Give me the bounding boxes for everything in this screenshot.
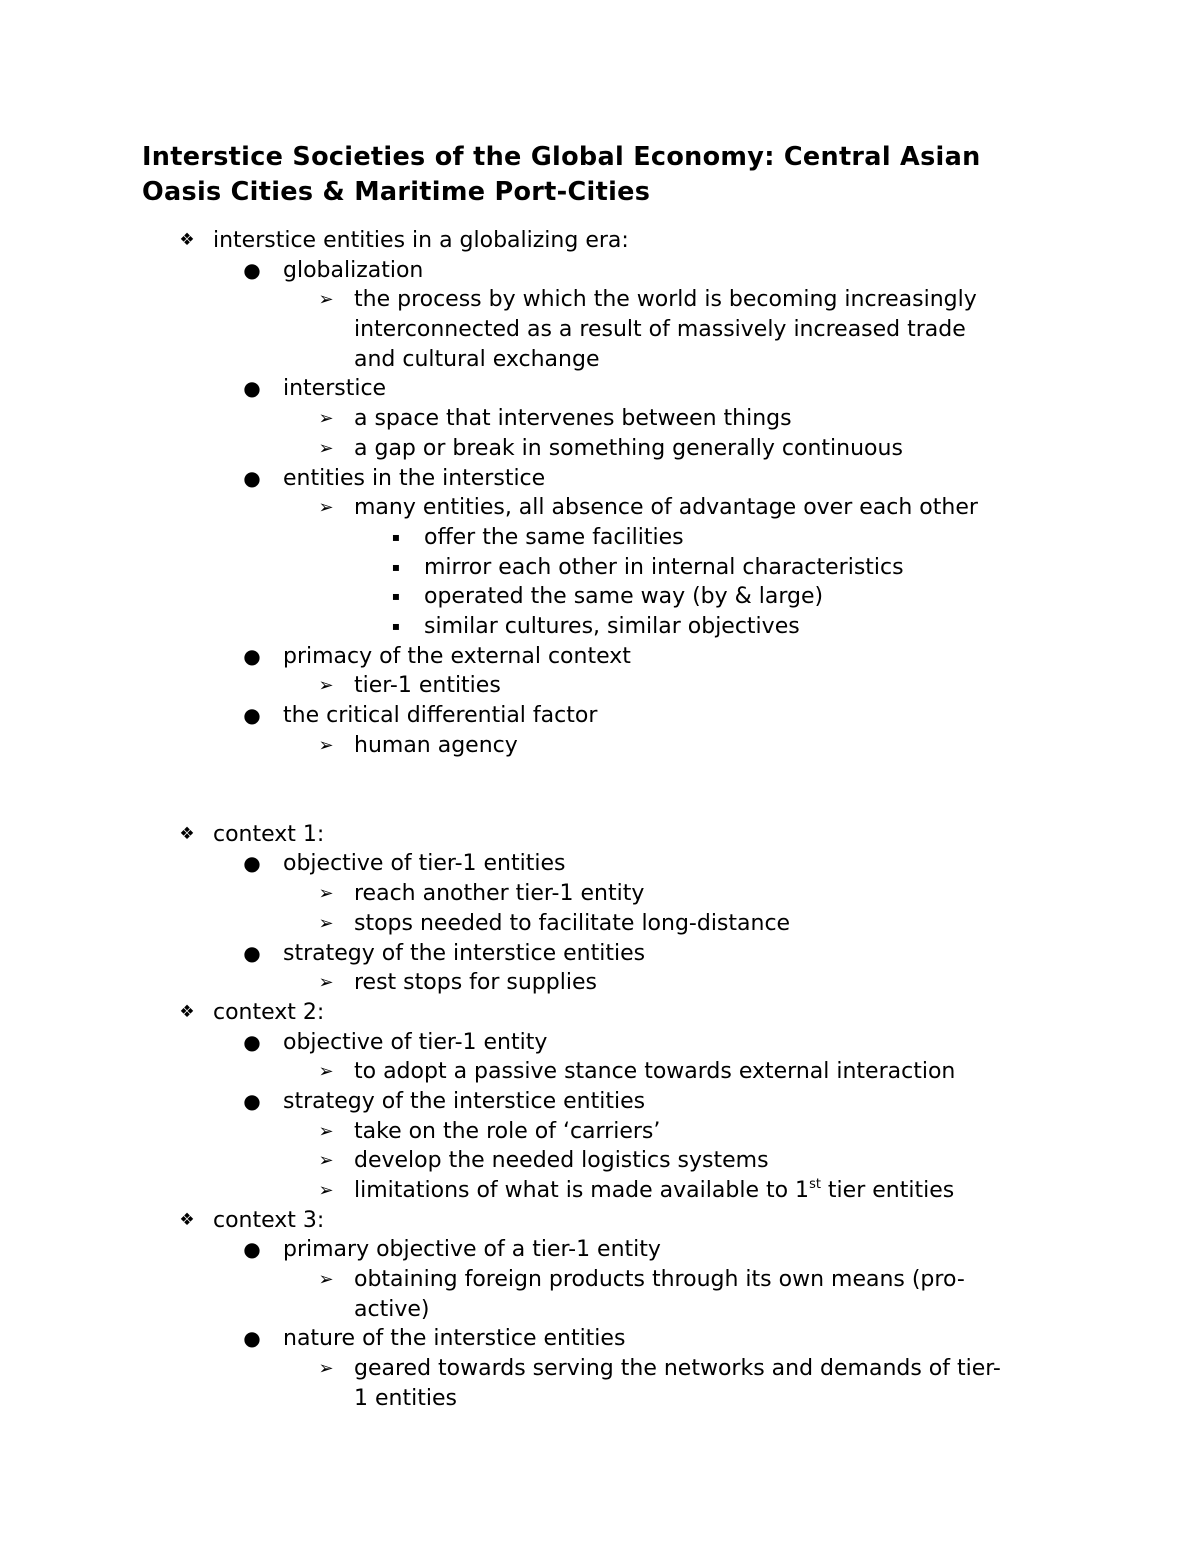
list-item-c2-objective (0, 1028, 1200, 1058)
list-item-entities-sub-4 (0, 612, 1200, 642)
list-item-critical-factor (0, 701, 1200, 731)
list-item-text: geared towards serving the networks and demands of tier- (354, 1356, 1001, 1382)
arrow-bullet-icon: ➢ (318, 675, 334, 697)
square-bullet-icon: ▪ (391, 618, 401, 633)
round-bullet-icon: ● (243, 703, 261, 727)
list-item-c2-strategy-point-3 (0, 1176, 1200, 1206)
list-item-entities-sub-2 (0, 553, 1200, 583)
list-item-label: strategy of the interstice entities (283, 1088, 646, 1114)
arrow-bullet-icon: ➢ (318, 1269, 334, 1291)
list-item-c2-strategy-point-2 (0, 1146, 1200, 1176)
arrow-bullet-icon: ➢ (318, 912, 334, 934)
list-item-entities-point (0, 493, 1200, 523)
round-bullet-icon: ● (243, 1088, 261, 1113)
list-item-continuation (0, 1384, 1200, 1414)
arrow-bullet-icon: ➢ (318, 1358, 334, 1380)
list-item-text: tier-1 entities (354, 673, 501, 699)
list-item-text: operated the same way (by & large) (424, 584, 824, 610)
list-item-c3-objective-point-1 (0, 1265, 1200, 1295)
list-item-c2-strategy-point-1 (0, 1117, 1200, 1147)
list-item-c3-nature (0, 1324, 1200, 1354)
list-item-c1-objective-point-2 (0, 909, 1200, 939)
round-bullet-icon: ● (243, 1029, 261, 1054)
diamond-bullet-icon: ❖ (179, 823, 195, 844)
arrow-bullet-icon: ➢ (318, 408, 334, 430)
arrow-bullet-icon: ➢ (318, 1150, 334, 1172)
diamond-bullet-icon: ❖ (179, 1209, 195, 1230)
round-bullet-icon: ● (243, 1237, 261, 1262)
round-bullet-icon: ● (243, 376, 261, 401)
list-item-label: strategy of the interstice entities (283, 940, 646, 966)
list-item-label: primary objective of a tier-1 entity (283, 1237, 661, 1263)
list-item-label: entities in the interstice (283, 465, 546, 491)
list-item-text: active) (354, 1296, 430, 1322)
list-item-label: interstice (283, 376, 387, 402)
round-bullet-icon: ● (243, 643, 261, 668)
list-item-primacy (0, 642, 1200, 672)
arrow-bullet-icon: ➢ (318, 1180, 334, 1201)
arrow-bullet-icon: ➢ (318, 437, 334, 459)
list-item-globalization (0, 256, 1200, 286)
list-item-label: objective of tier-1 entities (283, 851, 566, 877)
list-item-text: obtaining foreign products through its own means (pro- (354, 1267, 965, 1293)
list-item-interstice-definition-2 (0, 434, 1200, 464)
list-item-interstice (0, 374, 1200, 404)
title-line-2: Oasis Cities & Maritime Port-Cities (142, 177, 651, 207)
diamond-bullet-icon: ❖ (179, 230, 195, 250)
square-bullet-icon: ▪ (391, 529, 401, 544)
section-heading-text: context 1: (213, 821, 325, 847)
list-item-text-part: limitations of what is made available to 1 (354, 1178, 810, 1203)
round-bullet-icon: ● (243, 1326, 261, 1351)
list-item-label: globalization (283, 257, 424, 283)
round-bullet-icon: ● (243, 851, 261, 876)
section-heading-text: context 3: (213, 1207, 325, 1233)
square-bullet-icon: ▪ (391, 589, 401, 604)
list-item-primacy-point (0, 671, 1200, 701)
list-item-entities-sub-1 (0, 523, 1200, 553)
list-item-text: take on the role of ‘carriers’ (354, 1118, 661, 1144)
list-item-c1-strategy (0, 939, 1200, 969)
arrow-bullet-icon: ➢ (318, 1061, 334, 1083)
section-heading-context-3 (0, 1206, 1200, 1236)
list-item-c1-objective (0, 849, 1200, 879)
list-item-text (354, 1176, 954, 1206)
list-item-label: the critical differential factor (283, 703, 598, 728)
arrow-bullet-icon: ➢ (318, 497, 334, 519)
arrow-bullet-icon: ➢ (318, 734, 334, 756)
list-item-c2-objective-point-1 (0, 1057, 1200, 1087)
list-item-entities-sub-3 (0, 582, 1200, 612)
ordinal-superscript: st (809, 1177, 821, 1192)
list-item-text: offer the same facilities (424, 524, 684, 550)
list-item-text: similar cultures, similar objectives (424, 613, 800, 639)
list-item-continuation (0, 315, 1200, 345)
section-heading-text: context 2: (213, 999, 325, 1025)
document-title (142, 140, 1062, 210)
list-item-text: the process by which the world is becoming increasingly (354, 287, 977, 313)
list-item-text-part: tier entities (820, 1178, 955, 1203)
blank-line (0, 790, 1200, 820)
arrow-bullet-icon: ➢ (318, 972, 334, 994)
list-item-c3-nature-point-1 (0, 1354, 1200, 1384)
arrow-bullet-icon: ➢ (318, 883, 334, 905)
square-bullet-icon: ▪ (391, 559, 401, 574)
round-bullet-icon: ● (243, 940, 261, 965)
list-item-c1-strategy-point-1 (0, 968, 1200, 998)
list-item-text: to adopt a passive stance towards external interaction (354, 1059, 956, 1085)
list-item-text: stops needed to facilitate long-distance (354, 910, 791, 936)
list-item-text: mirror each other in internal characteristics (424, 554, 904, 580)
list-item-c1-objective-point-1 (0, 879, 1200, 909)
list-item-continuation (0, 345, 1200, 375)
list-item-text: rest stops for supplies (354, 970, 597, 996)
section-heading-context-1 (0, 820, 1200, 850)
list-item-text: a space that intervenes between things (354, 406, 792, 432)
list-item-c2-strategy (0, 1087, 1200, 1117)
list-item-text: develop the needed logistics systems (354, 1148, 769, 1174)
list-item-globalization-definition (0, 285, 1200, 315)
list-item-critical-point (0, 731, 1200, 761)
round-bullet-icon: ● (243, 257, 261, 282)
list-item-label: primacy of the external context (283, 643, 631, 669)
list-item-text: 1 entities (354, 1385, 457, 1411)
arrow-bullet-icon: ➢ (318, 289, 334, 311)
title-line-1: Interstice Societies of the Global Economy: Central Asian (142, 142, 981, 172)
section-heading-interstice-entities (0, 226, 1200, 256)
diamond-bullet-icon: ❖ (179, 1001, 195, 1022)
list-item-text: reach another tier-1 entity (354, 881, 645, 907)
list-item-text: and cultural exchange (354, 346, 600, 372)
list-item-label: nature of the interstice entities (283, 1326, 626, 1352)
list-item-interstice-definition-1 (0, 404, 1200, 434)
list-item-text: a gap or break in something generally continuous (354, 435, 903, 461)
list-item-text: many entities, all absence of advantage over each other (354, 495, 978, 521)
section-heading-context-2 (0, 998, 1200, 1028)
outline (0, 226, 1200, 1414)
list-item-label: objective of tier-1 entity (283, 1029, 548, 1055)
section-heading-text: interstice entities in a globalizing era: (213, 228, 629, 253)
list-item-text: human agency (354, 732, 518, 758)
list-item-text: interconnected as a result of massively increased trade (354, 317, 966, 343)
round-bullet-icon: ● (243, 465, 261, 490)
blank-line (0, 760, 1200, 790)
list-item-continuation (0, 1295, 1200, 1325)
arrow-bullet-icon: ➢ (318, 1120, 334, 1142)
list-item-c3-objective (0, 1235, 1200, 1265)
list-item-entities-in-interstice (0, 464, 1200, 494)
